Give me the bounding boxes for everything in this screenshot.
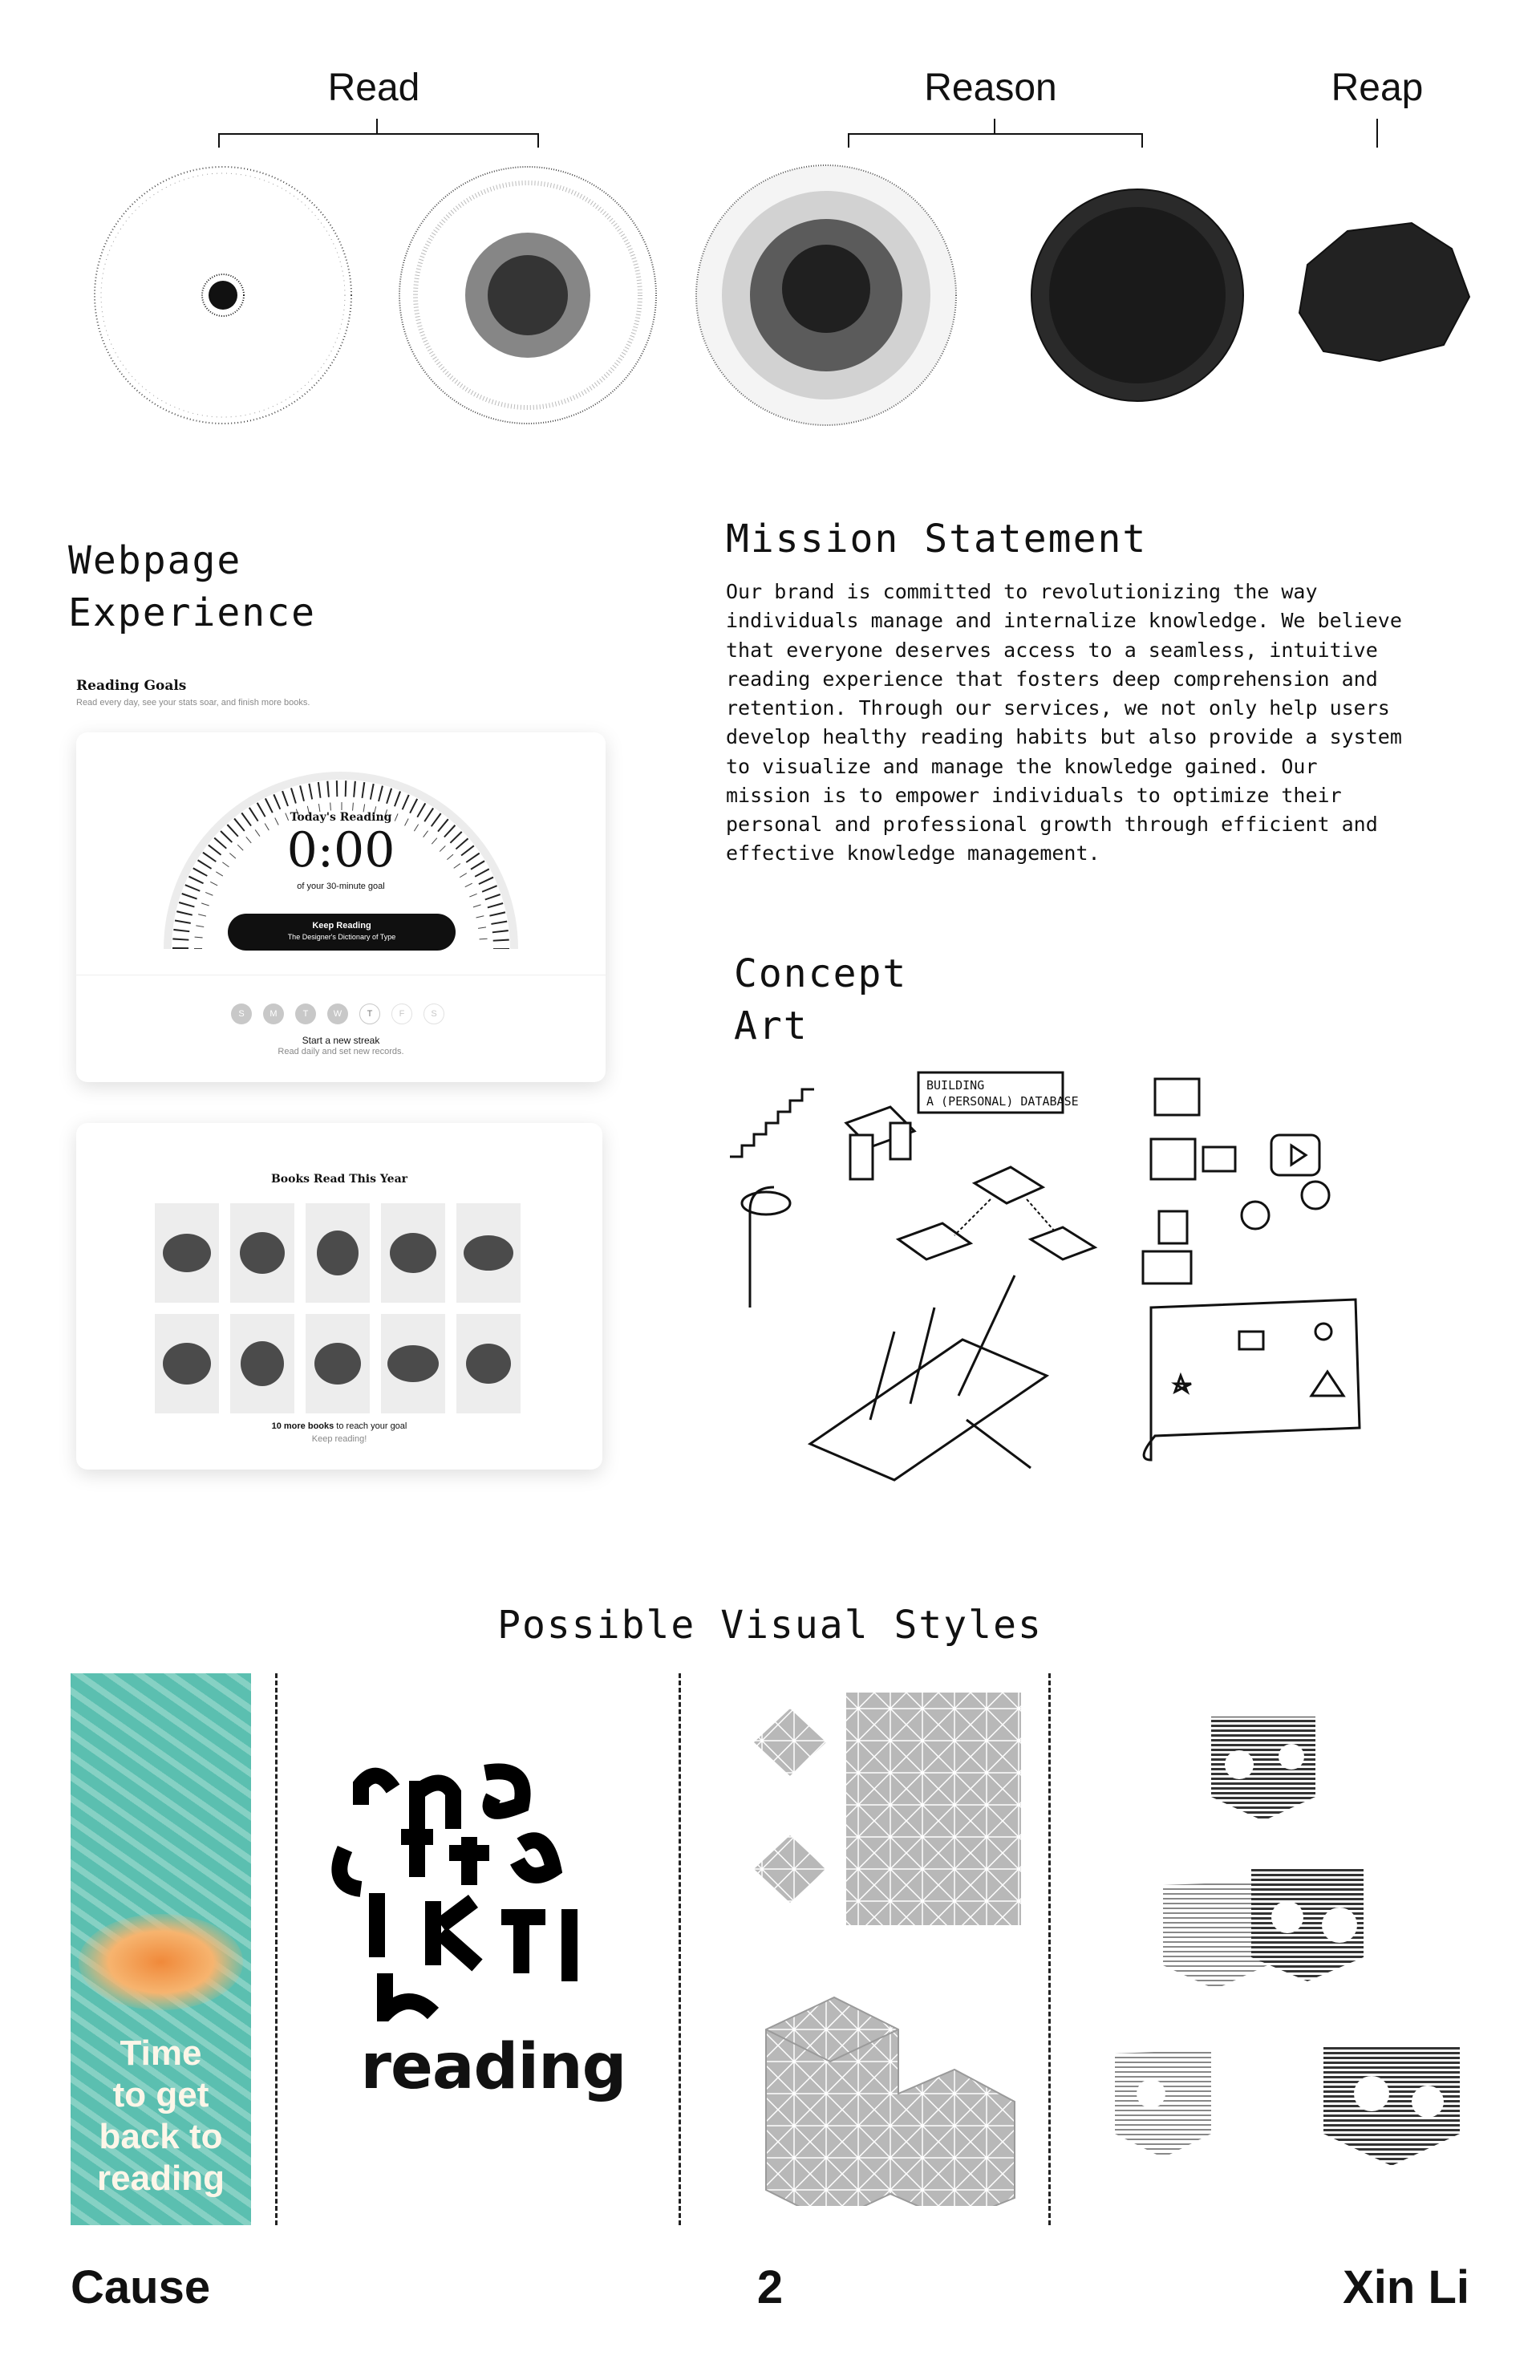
mission-title: Mission Statement (726, 517, 1148, 562)
network-visualizations (72, 160, 1484, 433)
book-cover[interactable] (155, 1203, 219, 1303)
book-cover[interactable] (155, 1314, 219, 1413)
book-cover[interactable] (230, 1314, 294, 1413)
pattern-diamond-2 (754, 1835, 826, 1903)
books-goal-rest: to reach your goal (334, 1421, 407, 1431)
bracket-reason-tick-right (1141, 133, 1143, 148)
mission-body: Our brand is committed to revolutionizing the way individuals manage and internalize knowledge. We believe that everyone deserves access to a seamless, intuitive reading experience that fosters deep comprehension and retention. Through our services, we not only help users develop healthy reading habits but also provide a system to visualize and manage the knowledge gained. Our mission is to empower individuals to optimize their personal and professional growth through efficient and effective knowledge management. (726, 580, 1402, 866)
goal-caption: of your 30-minute goal (297, 882, 385, 891)
book-cover[interactable] (306, 1314, 370, 1413)
concept-sketch-label: BUILDING (926, 1078, 985, 1093)
day-wednesday: W (327, 1003, 348, 1024)
books-read-heading: Books Read This Year (270, 1173, 408, 1186)
pattern-square (846, 1693, 1021, 1925)
linework-cube-style (1107, 1701, 1476, 2198)
geometric-pattern-style (746, 1693, 1035, 2206)
divider-1 (275, 1673, 278, 2225)
book-cover[interactable] (381, 1203, 445, 1303)
divider-3 (1048, 1673, 1051, 2225)
bracket-reap-tick (1376, 119, 1378, 148)
book-cover[interactable] (230, 1203, 294, 1303)
cube-middle-pair (1163, 1869, 1364, 1989)
books-goal-sub: Keep reading! (311, 1434, 367, 1444)
pattern-cube-stack (766, 1997, 1015, 2206)
books-read-card (76, 1123, 602, 1470)
concept-title-line1: Concept (734, 951, 908, 996)
bracket-reason (848, 133, 1143, 135)
current-book-title: The Designer's Dictionary of Type (287, 933, 396, 941)
visual-styles-title: Possible Visual Styles (497, 1603, 1043, 1648)
books-goal-line (76, 1421, 602, 1431)
keep-reading-button[interactable] (228, 914, 456, 951)
concept-sketch-database (726, 1067, 1111, 1484)
book-cover[interactable] (456, 1203, 521, 1303)
webpage-experience-title (68, 535, 316, 639)
cube-bottom-right (1323, 2046, 1460, 2166)
books-grid (155, 1203, 521, 1413)
concept-art-title (734, 948, 907, 1052)
cube-top (1211, 1717, 1315, 1821)
concept-title-line2: Art (734, 1003, 808, 1048)
day-saturday: S (424, 1003, 444, 1024)
bracket-reason-tick-left (848, 133, 849, 148)
bookmark-text: Time to get back to reading (97, 2033, 225, 2198)
type-word-reading: reading (360, 2031, 626, 2103)
bracket-read-tick-center (376, 119, 378, 133)
footer-right: Xin Li (1343, 2261, 1469, 2313)
bookmark-orange-vortex (79, 1914, 243, 2010)
books-goal-bold: 10 more books (271, 1421, 334, 1431)
day-tuesday: T (295, 1003, 316, 1024)
footer-left: Cause (71, 2261, 211, 2313)
todays-reading-card (76, 732, 606, 1082)
bookmark-style (71, 1673, 251, 2225)
webpage-title-line2: Experience (68, 590, 316, 635)
divider-2 (679, 1673, 681, 2225)
day-thursday: T (359, 1003, 380, 1024)
book-cover[interactable] (456, 1314, 521, 1413)
network-blob-reap (1299, 223, 1469, 361)
day-monday: M (263, 1003, 284, 1024)
bracket-read-tick-left (218, 133, 220, 148)
book-cover[interactable] (306, 1203, 370, 1303)
bracket-read-tick-right (537, 133, 539, 148)
reading-timer: 0:00 (286, 822, 395, 878)
book-cover[interactable] (381, 1314, 445, 1413)
reading-goals-heading: Reading Goals (76, 678, 187, 694)
webpage-title-line1: Webpage (68, 538, 242, 583)
bracket-reason-tick-center (994, 119, 995, 133)
concept-sketch-flow (1131, 1075, 1372, 1476)
fragmented-type-style (329, 1749, 602, 2021)
todays-reading-label: Today's Reading (290, 811, 392, 824)
keep-reading-button-label: Keep Reading (312, 921, 371, 931)
phase-label-reap: Reap (1331, 67, 1424, 109)
phase-label-read: Read (327, 67, 420, 109)
cube-bottom-left (1115, 2050, 1211, 2158)
phase-label-reason: Reason (924, 67, 1057, 109)
day-friday: F (391, 1003, 412, 1024)
footer-page-number: 2 (756, 2261, 784, 2313)
week-day-row (231, 1003, 444, 1024)
day-sunday: S (231, 1003, 252, 1024)
streak-subtitle: Read daily and set new records. (278, 1047, 404, 1056)
streak-title: Start a new streak (302, 1035, 380, 1046)
bracket-read (218, 133, 539, 135)
reading-goals-subheading: Read every day, see your stats soar, and finish more books. (76, 698, 310, 708)
pattern-diamond-1 (754, 1709, 826, 1776)
svg-text:A (PERSONAL) DATABASE: A (PERSONAL) DATABASE (926, 1094, 1079, 1109)
